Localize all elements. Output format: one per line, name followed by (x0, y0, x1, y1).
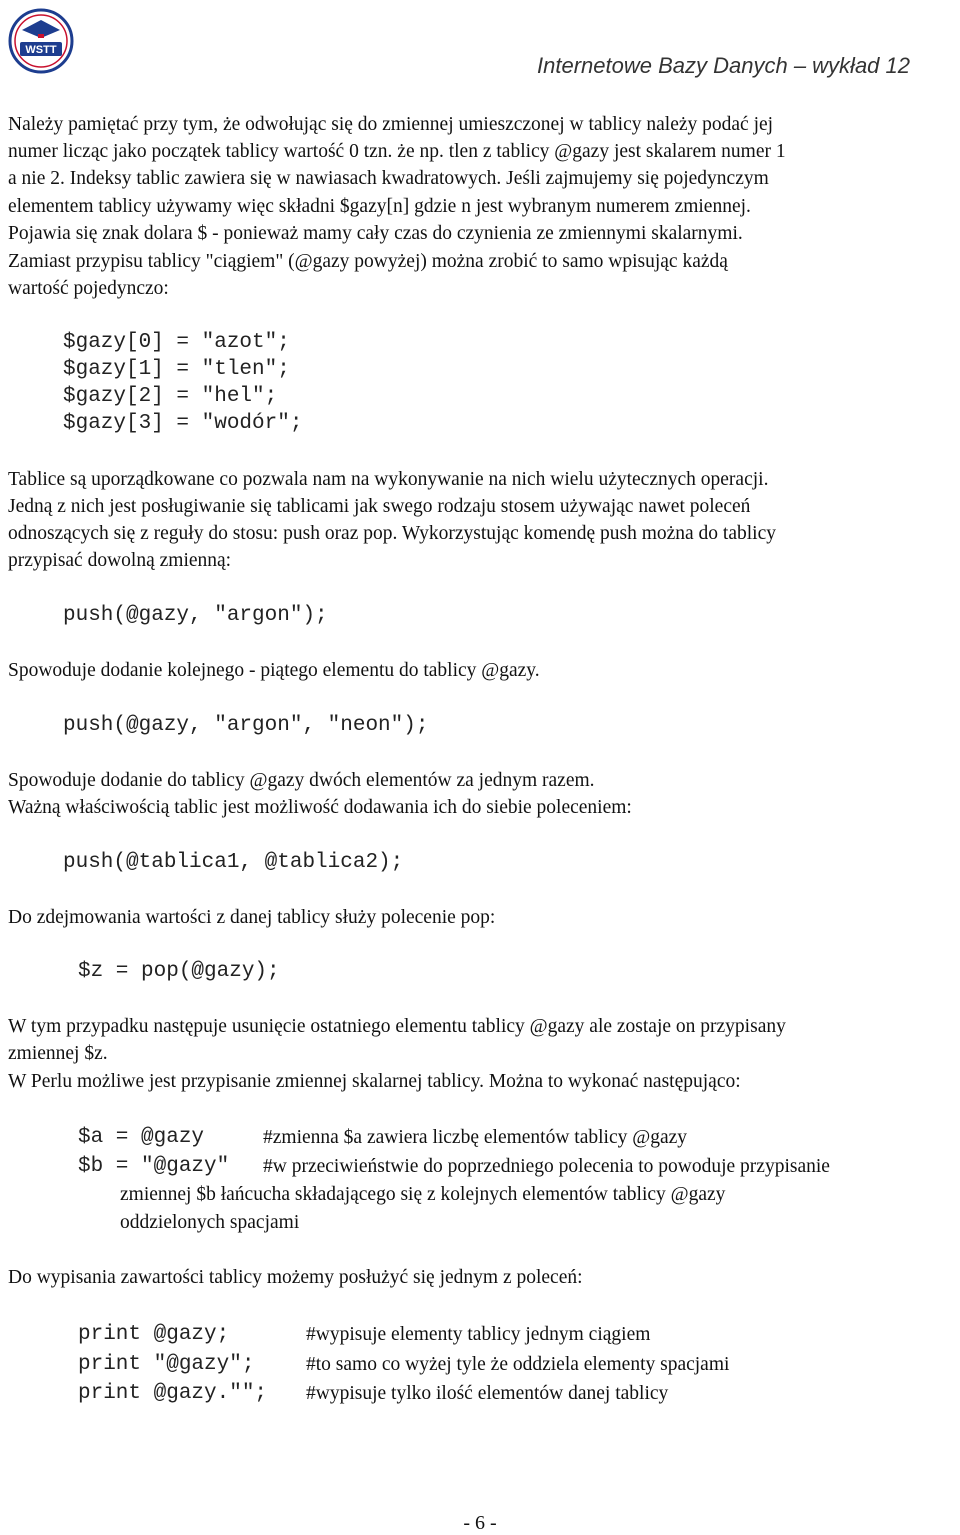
text-line: zmiennej $z. (8, 1043, 108, 1064)
svg-text:WSTT: WSTT (25, 44, 57, 56)
text-line: Do wypisania zawartości tablicy możemy posłużyć się jednym z poleceń: (8, 1267, 583, 1288)
code-line: print "@gazy"; (78, 1353, 255, 1376)
text-line: Do zdejmowania wartości z danej tablicy służy polecenie pop: (8, 907, 496, 928)
text-line: Tablice są uporządkowane co pozwala nam na wykonywanie na nich wielu użytecznych operacji. (8, 469, 769, 490)
code-line: print @gazy; (78, 1323, 230, 1346)
code-line: print @gazy.""; (78, 1382, 268, 1405)
text-line: a nie 2. Indeksy tablic zawiera się w nawiasach kwadratowych. Jeśli zajmujemy się pojedynczym (8, 168, 769, 189)
code-comment: #w przeciwieństwie do poprzedniego polecenia to powoduje przypisanie (263, 1156, 830, 1177)
code-line: $gazy[3] = "wodór"; (63, 412, 303, 435)
page-number: - 6 - (463, 1512, 497, 1534)
code-comment: oddzielonych spacjami (120, 1212, 300, 1233)
code-comment: #wypisuje tylko ilość elementów danej tablicy (306, 1383, 669, 1404)
text-line: Spowoduje dodanie kolejnego - piątego elementu do tablicy @gazy. (8, 660, 540, 681)
code-comment: #zmienna $a zawiera liczbę elementów tablicy @gazy (263, 1127, 688, 1148)
text-line: odnoszących się z reguły do stosu: push oraz pop. Wykorzystując komendę push można do tablicy (8, 523, 776, 544)
text-line: Jedną z nich jest posługiwanie się tablicami jak swego rodzaju stosem używając nawet poleceń (8, 496, 751, 517)
code-line: $gazy[1] = "tlen"; (63, 358, 290, 381)
code-line: $gazy[2] = "hel"; (63, 385, 278, 408)
text-line: Należy pamiętać przy tym, że odwołując się do zmiennej umieszczonej w tablicy należy podać jej (8, 114, 774, 135)
code-push-arrays: push(@tablica1, @tablica2); (63, 851, 404, 874)
code-pop: $z = pop(@gazy); (78, 960, 280, 983)
wstt-logo (8, 8, 74, 74)
text-line: Ważną właściwością tablic jest możliwość dodawania ich do siebie poleceniem: (8, 797, 632, 818)
header-title: Internetowe Bazy Danych – wykład 12 (537, 53, 910, 78)
code-comment: zmiennej $b łańcucha składającego się z kolejnych elementów tablicy @gazy (120, 1184, 726, 1205)
code-push-multiple: push(@gazy, "argon", "neon"); (63, 714, 429, 737)
text-line: przypisać dowolną zmienną: (8, 550, 232, 571)
text-line: numer licząc jako początek tablicy wartość 0 tzn. że np. tlen z tablicy @gazy jest skalarem numer 1 (8, 141, 786, 162)
text-line: elementem tablicy używamy więc składni $gazy[n] gdzie n jest wybranym numerem zmiennej. (8, 196, 751, 217)
text-line: W Perlu możliwe jest przypisanie zmiennej skalarnej tablicy. Można to wykonać następująco: (8, 1071, 741, 1092)
code-line: $b = "@gazy" (78, 1155, 230, 1178)
code-line: $a = @gazy (78, 1126, 205, 1149)
code-push-single: push(@gazy, "argon"); (63, 604, 328, 627)
text-line: W tym przypadku następuje usunięcie ostatniego elementu tablicy @gazy ale zostaje on przypisany (8, 1016, 786, 1037)
code-comment: #to samo co wyżej tyle że oddziela elementy spacjami (306, 1354, 730, 1375)
code-line: $gazy[0] = "azot"; (63, 331, 290, 354)
code-comment: #wypisuje elementy tablicy jednym ciągiem (306, 1324, 651, 1345)
text-line: wartość pojedynczo: (8, 278, 169, 299)
text-line: Zamiast przypisu tablicy "ciągiem" (@gazy powyżej) można zrobić to samo wpisując każdą (8, 251, 728, 272)
text-line: Spowoduje dodanie do tablicy @gazy dwóch elementów za jednym razem. (8, 770, 595, 791)
text-line: Pojawia się znak dolara $ - ponieważ mamy cały czas do czynienia ze zmiennymi skalarnymi. (8, 223, 743, 244)
